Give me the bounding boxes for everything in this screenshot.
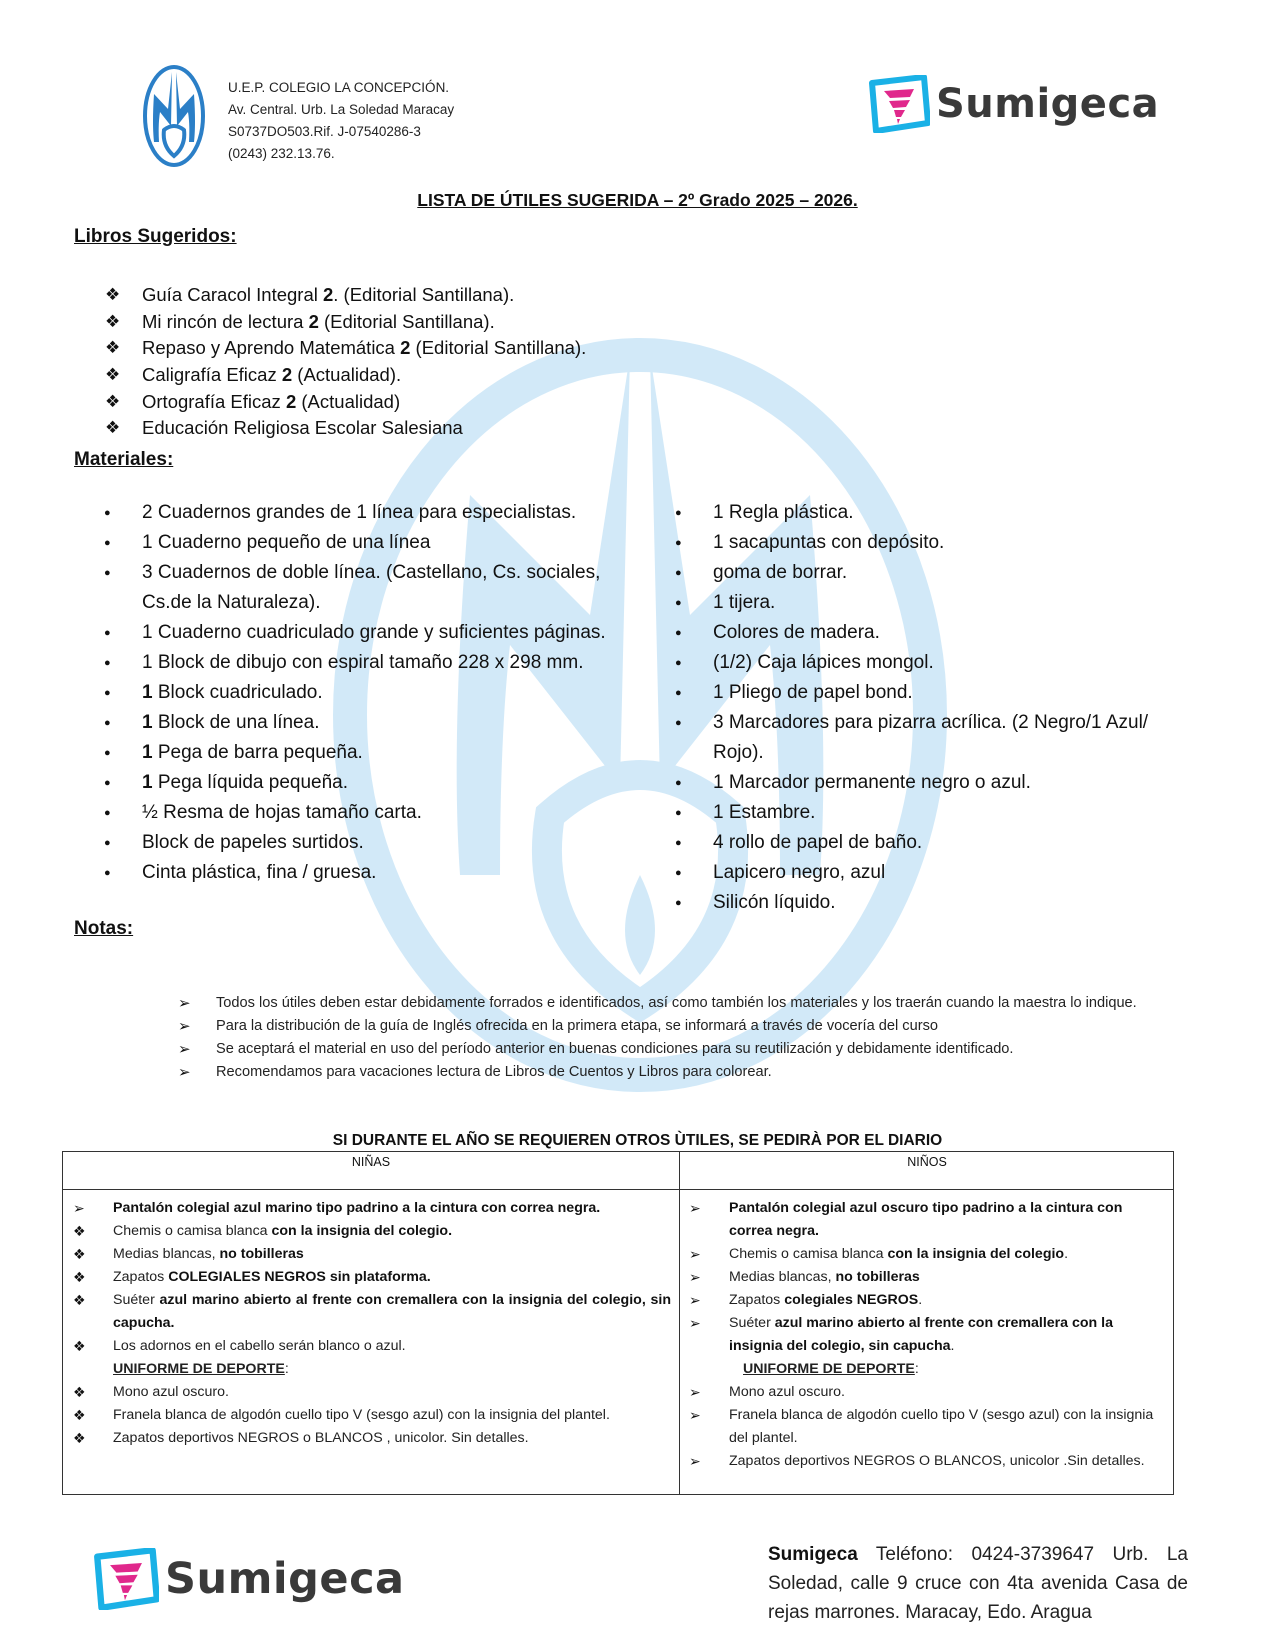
school-name: U.E.P. COLEGIO LA CONCEPCIÓN. xyxy=(228,80,450,95)
list-item: ➢ Chemis o camisa blanca con la insignia del colegio. xyxy=(685,1243,1169,1266)
material-item: ● 1 Cuaderno pequeño de una línea xyxy=(104,528,644,558)
school-address: Av. Central. Urb. La Soledad Maracay xyxy=(228,102,455,117)
note-item: ➢ Todos los útiles deben estar debidamente forrados e identificados, así como también los materiales y los traerán cuando la maestra lo indique. xyxy=(178,992,1178,1015)
list-item: ➢ Mono azul oscuro. xyxy=(685,1381,1169,1404)
tornado-icon xyxy=(868,75,930,133)
diamond-bullet-icon: ❖ xyxy=(105,311,121,331)
sport-heading: UNIFORME DE DEPORTE: xyxy=(743,1361,919,1377)
sport-heading: UNIFORME DE DEPORTE: xyxy=(113,1361,289,1377)
contact-info: Sumigeca Teléfono: 0424-3739647 Urb. La Soledad, calle 9 cruce con 4ta avenida Casa de rejas marrones. Maracay, Edo. Aragua xyxy=(768,1544,1188,1623)
book-item: ❖ Guía Caracol Integral 2. (Editorial Santillana). xyxy=(105,284,515,306)
material-item: ● Lapicero negro, azul xyxy=(675,858,1195,888)
material-item: ● ½ Resma de hojas tamaño carta. xyxy=(104,798,644,828)
list-item: ➢ Suéter azul marino abierto al frente con cremallera con la insignia del colegio, sin capucha. xyxy=(685,1312,1169,1358)
list-item: ➢ Pantalón colegial azul oscuro tipo padrino a la cintura con correa negra. xyxy=(685,1197,1169,1243)
arrow-bullet-icon: ➢ xyxy=(689,1315,701,1331)
material-item: ● 1 Block de una línea. xyxy=(104,708,644,738)
diamond-bullet-icon: ❖ xyxy=(105,391,121,411)
materials-heading: Materiales: xyxy=(74,449,174,470)
brand-logo-bottom xyxy=(93,1548,405,1610)
book-item: ❖ Educación Religiosa Escolar Salesiana xyxy=(105,417,463,439)
school-phone: (0243) 232.13.76. xyxy=(228,146,335,161)
material-item: ● 1 tijera. xyxy=(675,588,1195,618)
material-item: ● Silicón líquido. xyxy=(675,888,1195,918)
school-logo xyxy=(142,64,206,168)
list-item: ➢ Franela blanca de algodón cuello tipo V (sesgo azul) con la insignia del plantel. xyxy=(685,1404,1169,1450)
book-item: ❖ Repaso y Aprendo Matemática 2 (Editorial Santillana). xyxy=(105,337,587,359)
boys-column-header: NIÑOS xyxy=(907,1155,947,1169)
arrow-bullet-icon: ➢ xyxy=(689,1246,701,1262)
arrow-bullet-icon: ➢ xyxy=(689,1292,701,1308)
material-item: ● 3 Marcadores para pizarra acrílica. (2 Negro/1 Azul/ Rojo). xyxy=(675,708,1195,768)
materials-left-list xyxy=(104,498,644,888)
book-item: ❖ Ortografía Eficaz 2 (Actualidad) xyxy=(105,390,401,412)
diamond-bullet-icon: ❖ xyxy=(105,338,121,358)
diario-notice: SI DURANTE EL AÑO SE REQUIEREN OTROS ÙTILES, SE PEDIRÀ POR EL DIARIO xyxy=(332,1132,943,1149)
material-item: ● 1 Cuaderno cuadriculado grande y suficientes páginas. xyxy=(104,618,644,648)
list-item: ❖ Zapatos deportivos NEGROS o BLANCOS , unicolor. Sin detalles. xyxy=(69,1427,671,1450)
diamond-bullet-icon: ❖ xyxy=(73,1430,86,1446)
material-item: ● Block de papeles surtidos. xyxy=(104,828,644,858)
school-rif: S0737DO503.Rif. J-07540286-3 xyxy=(228,124,421,139)
list-item: ➢ Medias blancas, no tobilleras xyxy=(685,1266,1169,1289)
material-item: ● 1 Estambre. xyxy=(675,798,1195,828)
material-item: ● 3 Cuadernos de doble línea. (Castellano, Cs. sociales, Cs.de la Naturaleza). xyxy=(104,558,644,618)
list-item: ➢ Zapatos deportivos NEGROS O BLANCOS, unicolor .Sin detalles. xyxy=(685,1450,1169,1473)
school-info xyxy=(228,77,454,165)
material-item: ● Colores de madera. xyxy=(675,618,1195,648)
list-item: ❖ Medias blancas, no tobilleras xyxy=(69,1243,671,1266)
diamond-bullet-icon: ❖ xyxy=(73,1384,86,1400)
material-item: ● 1 Pega líquida pequeña. xyxy=(104,768,644,798)
material-item: ● 1 Pega de barra pequeña. xyxy=(104,738,644,768)
material-item: ● Cinta plástica, fina / gruesa. xyxy=(104,858,644,888)
book-item: ❖ Caligrafía Eficaz 2 (Actualidad). xyxy=(105,364,402,386)
brand-name: Sumigeca xyxy=(165,1554,405,1604)
arrow-bullet-icon: ➢ xyxy=(689,1407,701,1423)
note-item: ➢ Recomendamos para vacaciones lectura de Libros de Cuentos y Libros para colorear. xyxy=(178,1061,1178,1084)
diamond-bullet-icon: ❖ xyxy=(105,285,121,305)
arrow-bullet-icon: ➢ xyxy=(178,995,191,1012)
arrow-bullet-icon: ➢ xyxy=(178,1018,191,1035)
list-item: ❖ Suéter azul marino abierto al frente con cremallera con la insignia del colegio, sin capucha. xyxy=(69,1289,671,1335)
arrow-bullet-icon: ➢ xyxy=(689,1384,701,1400)
brand-name: Sumigeca xyxy=(936,81,1160,127)
boys-uniform-list xyxy=(685,1197,1169,1473)
diamond-bullet-icon: ❖ xyxy=(73,1223,86,1239)
material-item: ● 1 Marcador permanente negro o azul. xyxy=(675,768,1195,798)
list-item: ❖ Mono azul oscuro. xyxy=(69,1381,671,1404)
note-item: ➢ Para la distribución de la guía de Inglés ofrecida en la primera etapa, se informará a través de vocería del curso xyxy=(178,1015,1178,1038)
arrow-bullet-icon: ➢ xyxy=(73,1200,85,1216)
material-item: ● 4 rollo de papel de baño. xyxy=(675,828,1195,858)
material-item: ● 1 Block de dibujo con espiral tamaño 228 x 298 mm. xyxy=(104,648,644,678)
girls-uniform-list xyxy=(69,1197,671,1450)
list-item: ❖ Los adornos en el cabello serán blanco o azul. xyxy=(69,1335,671,1358)
book-item: ❖ Mi rincón de lectura 2 (Editorial Santillana). xyxy=(105,310,495,332)
diamond-bullet-icon: ❖ xyxy=(105,418,121,438)
girls-column-header: NIÑAS xyxy=(351,1155,391,1169)
material-item: ● 2 Cuadernos grandes de 1 línea para especialistas. xyxy=(104,498,644,528)
diamond-bullet-icon: ❖ xyxy=(73,1269,86,1285)
brand-logo-top xyxy=(868,75,1159,133)
notes-list xyxy=(178,992,1178,1084)
notes-heading: Notas: xyxy=(74,918,134,939)
tornado-icon xyxy=(93,1548,159,1610)
uniform-table xyxy=(62,1151,1174,1495)
material-item: ● 1 Block cuadriculado. xyxy=(104,678,644,708)
diamond-bullet-icon: ❖ xyxy=(73,1292,86,1308)
material-item: ● 1 sacapuntas con depósito. xyxy=(675,528,1195,558)
material-item: ● 1 Pliego de papel bond. xyxy=(675,678,1195,708)
note-item: ➢ Se aceptará el material en uso del período anterior en buenas condiciones para su reutilización y debidamente identificado. xyxy=(178,1038,1178,1061)
arrow-bullet-icon: ➢ xyxy=(689,1269,701,1285)
materials-right-list xyxy=(675,498,1195,918)
list-item: ❖ Chemis o camisa blanca con la insignia del colegio. xyxy=(69,1220,671,1243)
diamond-bullet-icon: ❖ xyxy=(73,1246,86,1262)
diamond-bullet-icon: ❖ xyxy=(73,1407,86,1423)
list-item: ➢ Pantalón colegial azul marino tipo padrino a la cintura con correa negra. xyxy=(69,1197,671,1220)
arrow-bullet-icon: ➢ xyxy=(178,1064,191,1081)
books-heading: Libros Sugeridos: xyxy=(74,226,237,247)
arrow-bullet-icon: ➢ xyxy=(689,1200,701,1216)
material-item: ● (1/2) Caja lápices mongol. xyxy=(675,648,1195,678)
books-list xyxy=(105,282,586,442)
page-title: LISTA DE ÚTILES SUGERIDA – 2º Grado 2025 – 2026. xyxy=(417,190,858,210)
material-item: ● goma de borrar. xyxy=(675,558,1195,588)
diamond-bullet-icon: ❖ xyxy=(105,365,121,385)
diamond-bullet-icon: ❖ xyxy=(73,1338,86,1354)
material-item: ● 1 Regla plástica. xyxy=(675,498,1195,528)
list-item: ❖ Franela blanca de algodón cuello tipo V (sesgo azul) con la insignia del plantel. xyxy=(69,1404,671,1427)
arrow-bullet-icon: ➢ xyxy=(178,1041,191,1058)
list-item: ❖ Zapatos COLEGIALES NEGROS sin plataforma. xyxy=(69,1266,671,1289)
arrow-bullet-icon: ➢ xyxy=(689,1453,701,1469)
list-item: ➢ Zapatos colegiales NEGROS. xyxy=(685,1289,1169,1312)
